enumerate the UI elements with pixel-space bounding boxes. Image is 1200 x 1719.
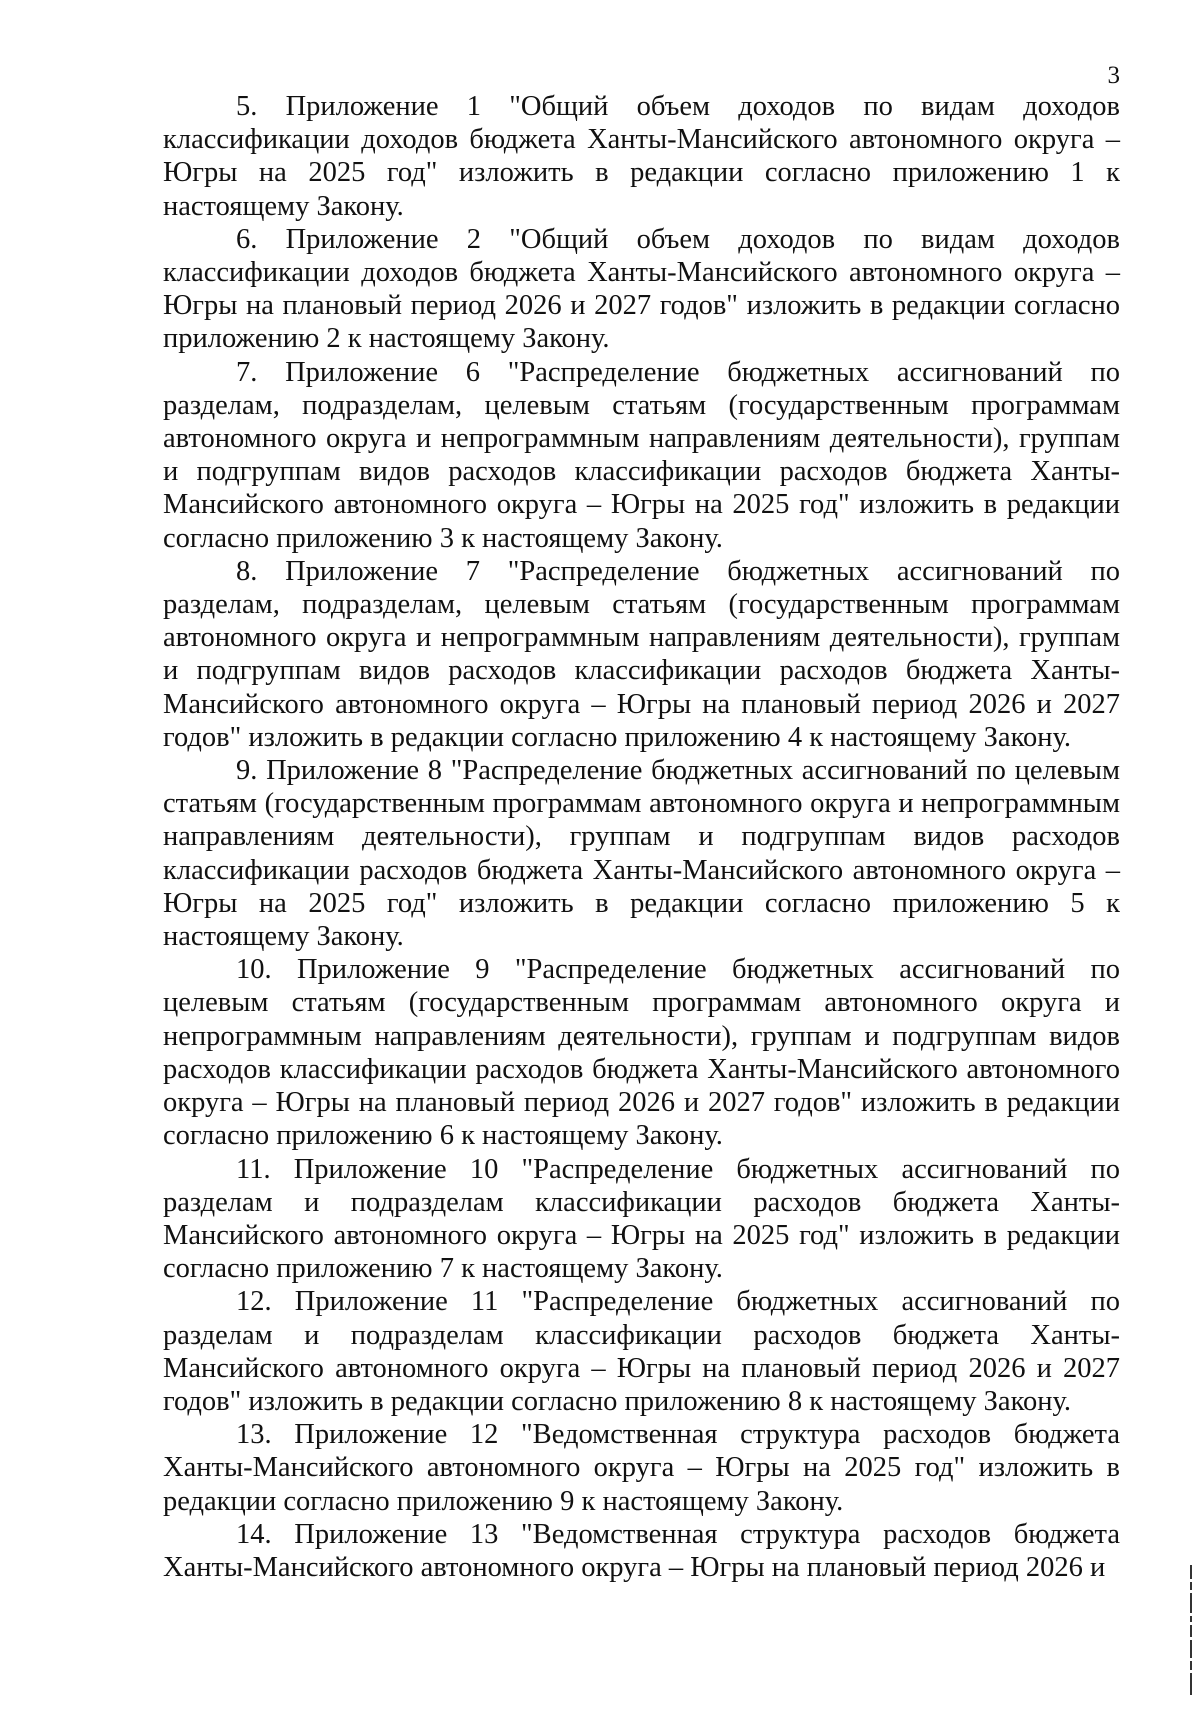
paragraph-item-9: 9. Приложение 8 "Распределение бюджетных ассигнований по целевым статьям (государственным программам автономного округа и непрограммным направлениям деятельности), группам и подгруппам видов расходов классификации расходов бюджета Ханты-Мансийского автономного округа – Югры на 2025 год" изложить в редакции согласно приложению 5 к настоящему Закону. (163, 755, 1120, 953)
paragraph-item-14: 14. Приложение 13 "Ведомственная структура расходов бюджета Ханты-Мансийского автономного округа – Югры на плановый период 2026 и (163, 1518, 1120, 1583)
paragraph-item-6: 6. Приложение 2 "Общий объем доходов по видам доходов классификации доходов бюджета Ханты-Мансийского автономного округа – Югры на плановый период 2026 и 2027 годов" изложить в редакции согласно приложению 2 к настоящему Закону. (163, 223, 1120, 355)
paragraph-item-10: 10. Приложение 9 "Распределение бюджетных ассигнований по целевым статьям (государственным программам автономного округа и непрограммным направлениям деятельности), группам и подгруппам видов расходов классификации расходов бюджета Ханты-Мансийского автономного округа – Югры на плановый период 2026 и 2027 годов" изложить в редакции согласно приложению 6 к настоящему Закону. (163, 954, 1120, 1152)
paragraph-item-13: 13. Приложение 12 "Ведомственная структура расходов бюджета Ханты-Мансийского автономного округа – Югры на 2025 год" изложить в редакции согласно приложению 9 к настоящему Закону. (163, 1419, 1120, 1517)
scan-edge-marks (1190, 1565, 1194, 1715)
paragraph-item-7: 7. Приложение 6 "Распределение бюджетных ассигнований по разделам, подразделам, целевым статьям (государственным программам автономного округа и непрограммным направлениям деятельности), группам и подгруппам видов расходов классификации расходов бюджета Ханты-Мансийского автономного округа – Югры на 2025 год" изложить в редакции согласно приложению 3 к настоящему Закону. (163, 356, 1120, 554)
page-number: 3 (1107, 62, 1120, 89)
paragraph-item-12: 12. Приложение 11 "Распределение бюджетных ассигнований по разделам и подразделам классификации расходов бюджета Ханты-Мансийского автономного округа – Югры на плановый период 2026 и 2027 годов" изложить в редакции согласно приложению 8 к настоящему Закону. (163, 1286, 1120, 1417)
document-body (163, 90, 1120, 1584)
paragraph-item-8: 8. Приложение 7 "Распределение бюджетных ассигнований по разделам, подразделам, целевым статьям (государственным программам автономного округа и непрограммным направлениям деятельности), группам и подгруппам видов расходов классификации расходов бюджета Ханты-Мансийского автономного округа – Югры на плановый период 2026 и 2027 годов" изложить в редакции согласно приложению 4 к настоящему Закону. (163, 555, 1120, 753)
paragraph-item-5: 5. Приложение 1 "Общий объем доходов по видам доходов классификации доходов бюджета Ханты-Мансийского автономного округа – Югры на 2025 год" изложить в редакции согласно приложению 1 к настоящему Закону. (163, 91, 1120, 222)
paragraph-item-11: 11. Приложение 10 "Распределение бюджетных ассигнований по разделам и подразделам классификации расходов бюджета Ханты-Мансийского автономного округа – Югры на 2025 год" изложить в редакции согласно приложению 7 к настоящему Закону. (163, 1153, 1120, 1285)
